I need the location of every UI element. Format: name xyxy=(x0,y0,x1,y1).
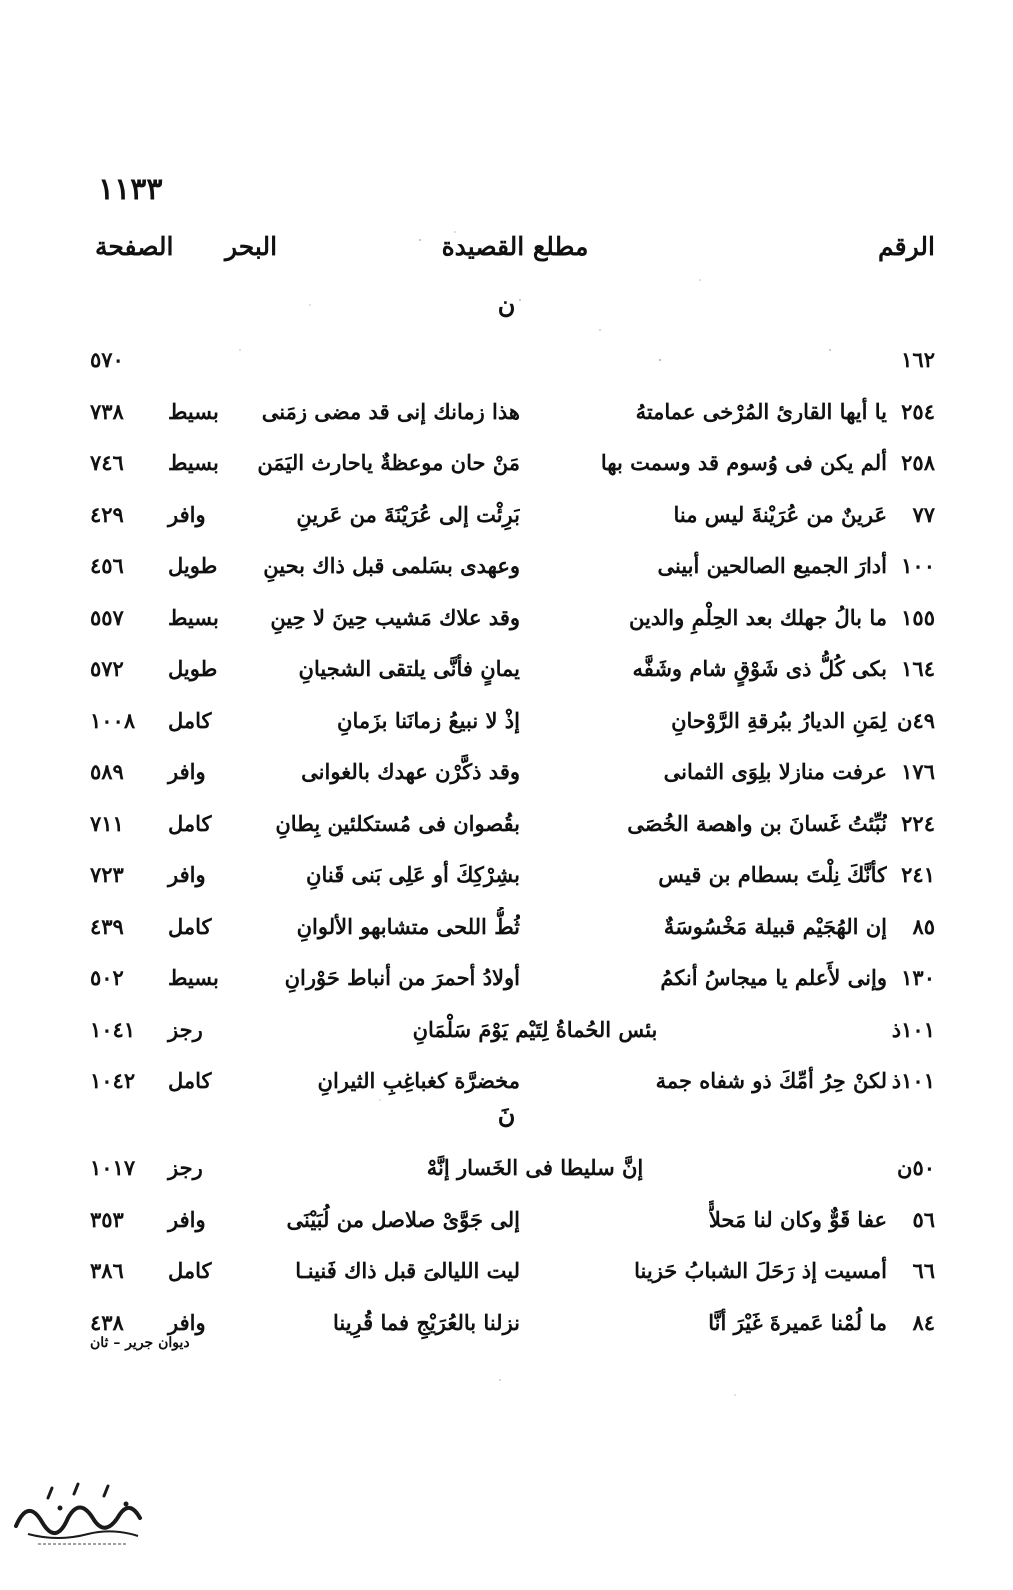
table-row xyxy=(90,1303,935,1355)
page-ref: ٧٤٦ xyxy=(90,450,124,475)
second-hemistich: بقُصوان فى مُستكلئين بِطانِ xyxy=(275,810,520,836)
first-hemistich: ما بالُ جهلك بعد الحِلْمِ والدين xyxy=(629,604,887,630)
first-hemistich: بكى كُلُّ ذى شَوْقٍ شام وشَفَّه xyxy=(632,656,887,681)
meter: كامل xyxy=(168,1068,212,1093)
poem-number: ٧٧ xyxy=(912,501,935,527)
page-ref: ١٠٤٢ xyxy=(90,1068,136,1093)
second-hemistich: وقد علاك مَشيب حِينَ لا حِينِ xyxy=(270,604,520,630)
page-number: ١١٣٣ xyxy=(98,172,163,207)
second-hemistich: بَرِئْت إلى عُرَيْنَةَ من عَرينِ xyxy=(296,501,520,527)
second-hemistich: مَنْ حان موعظةٌ ياحارث اليَمَن xyxy=(257,450,520,475)
page-ref: ٥٠٢ xyxy=(90,965,124,990)
meter: رجز xyxy=(168,1016,203,1042)
first-hemistich: إن الهُجَيْم قبيلة مَخْسُوسَةٌ xyxy=(663,913,887,939)
table-row xyxy=(90,1200,935,1252)
poem-number: ٨٤ xyxy=(912,1309,935,1335)
poem-number: ١٣٠ xyxy=(901,965,935,990)
page-ref: ٤٥٦ xyxy=(90,553,124,578)
poem-number: ٥٠ن xyxy=(897,1155,935,1180)
second-hemistich: وقد ذكَّرْن عهدك بالغوانى xyxy=(301,759,520,784)
library-stamp-logo xyxy=(8,1478,148,1550)
table-row xyxy=(90,752,935,804)
poem-number: ١٠١ذ xyxy=(891,1068,935,1093)
section-letter-nun: ن xyxy=(497,290,516,319)
first-hemistich: أدارَ الجميع الصالحين أبينى xyxy=(657,553,887,578)
poem-number: ١٠١ذ xyxy=(891,1016,935,1042)
first-hemistich: وإنى لأَعلم يا ميجاسُ أنكمُ xyxy=(660,965,887,990)
table-row xyxy=(90,907,935,959)
poem-number: ٤٩ن xyxy=(897,707,935,733)
second-hemistich: يمانٍ فأنَّى يلتقى الشجيانِ xyxy=(298,656,520,681)
second-hemistich: إذْ لا نبيعُ زمانَنا بزَمانِ xyxy=(337,707,520,733)
second-hemistich: وعهدى بسَلمى قبل ذاك بحينِ xyxy=(263,553,520,578)
second-hemistich: أولادُ أحمرَ من أنباط حَوْرانِ xyxy=(284,965,520,990)
header-verse: مطلع القصيدة xyxy=(441,232,589,261)
page-ref: ٤٣٩ xyxy=(90,913,124,939)
table-row xyxy=(90,958,935,1010)
poem-number: ١٦٤ xyxy=(901,656,935,681)
table-row xyxy=(90,804,935,856)
first-hemistich: ألم يكن فى وُسوم قد وسمت بها xyxy=(600,450,887,475)
table-row xyxy=(90,1251,935,1303)
page-ref: ٥٧٠ xyxy=(90,347,124,372)
single-verse: إنَّ سليطا فى الخَسار إنَّهْ xyxy=(426,1155,644,1180)
first-hemistich: لِمَنِ الديارُ ببُرقةِ الرَّوْحانِ xyxy=(671,707,887,733)
meter: وافر xyxy=(168,759,206,784)
poem-number: ٢٥٤ xyxy=(901,398,935,424)
second-hemistich: هذا زمانك إنى قد مضى زمَنى xyxy=(261,398,520,424)
second-hemistich: ليت الليالىَ قبل ذاك فَنينـا xyxy=(295,1258,520,1283)
header-number: الرقم xyxy=(878,232,935,261)
first-hemistich: يا أيها القارئ المُرْخى عمامتهُ xyxy=(635,398,887,424)
page-ref: ١٠١٧ xyxy=(90,1155,136,1180)
meter: وافر xyxy=(168,1309,206,1335)
poem-number: ١٥٥ xyxy=(901,604,935,630)
table-row xyxy=(90,649,935,701)
footer-note: ديوان جرير – ثان xyxy=(90,1335,190,1351)
meter: كامل xyxy=(168,913,212,939)
first-hemistich: نُبِّئتُ غَسانَ بن واهصة الخُصَى xyxy=(627,810,887,836)
poem-number: ١٧٦ xyxy=(901,759,935,784)
meter: بسيط xyxy=(168,965,219,990)
poem-number: ١٠٠ xyxy=(901,553,935,578)
first-hemistich: لكنْ حِرُ أمِّكَ ذو شفاه جمة xyxy=(655,1068,887,1093)
second-hemistich: إلى جَوَّىْ صلاصل من لُبَيْنَى xyxy=(286,1206,520,1232)
meter: كامل xyxy=(168,810,212,836)
first-hemistich: ما لُمْنا عَميرةَ غَيْرَ أنَّا xyxy=(708,1309,887,1335)
column-header xyxy=(95,232,935,272)
meter: وافر xyxy=(168,862,206,887)
second-hemistich: نزلنا بالعُرَيْجِ فما قُرِينا xyxy=(332,1309,520,1335)
meter: وافر xyxy=(168,1206,206,1232)
table-row xyxy=(90,1010,935,1062)
page-ref: ٤٣٨ xyxy=(90,1309,124,1335)
poem-number: ٢٥٨ xyxy=(901,450,935,475)
poem-number: ٦٦ xyxy=(912,1258,935,1283)
meter: طويل xyxy=(168,553,218,578)
section-nun-fatha-list xyxy=(90,1148,935,1354)
first-hemistich: كأنَّكَ نِلْتَ بسطام بن قيس xyxy=(658,862,887,887)
table-row xyxy=(90,701,935,753)
meter: رجز xyxy=(168,1155,203,1180)
header-meter: البحر xyxy=(225,232,278,261)
meter: كامل xyxy=(168,707,212,733)
table-row xyxy=(90,340,935,392)
poem-number: ٥٦ xyxy=(912,1206,935,1232)
page-ref: ٥٧٢ xyxy=(90,656,124,681)
section-letter-nun-fatha: نَ xyxy=(497,1100,516,1129)
page-ref: ١٠٠٨ xyxy=(90,707,136,733)
page-ref: ٥٨٩ xyxy=(90,759,124,784)
page-ref: ٣٨٦ xyxy=(90,1258,124,1283)
table-row xyxy=(90,546,935,598)
page-ref: ٤٢٩ xyxy=(90,501,124,527)
meter: بسيط xyxy=(168,604,219,630)
meter: بسيط xyxy=(168,398,219,424)
page-ref: ٧٢٣ xyxy=(90,862,124,887)
second-hemistich: ثُطُّ اللحى متشابهو الألوانِ xyxy=(296,913,520,939)
first-hemistich: أمسيت إذ رَحَلَ الشبابُ حَزينا xyxy=(634,1258,887,1283)
page-ref: ٧١١ xyxy=(90,810,124,836)
table-row xyxy=(90,855,935,907)
poem-number: ٨٥ xyxy=(912,913,935,939)
header-page: الصفحة xyxy=(95,232,174,261)
table-row xyxy=(90,392,935,444)
page-ref: ٣٥٣ xyxy=(90,1206,124,1232)
table-row xyxy=(90,1148,935,1200)
meter: كامل xyxy=(168,1258,212,1283)
single-verse: بئس الحُماةُ لِتَيْم يَوْمَ سَلْمَانِ xyxy=(412,1016,658,1042)
table-row xyxy=(90,443,935,495)
page-ref: ٧٣٨ xyxy=(90,398,124,424)
second-hemistich: بشِرْكِكَ أو عَلِى بَنى قَنانِ xyxy=(306,862,520,887)
page-ref: ١٠٤١ xyxy=(90,1016,136,1042)
poem-number: ٢٤١ xyxy=(901,862,935,887)
poem-number: ١٦٢ xyxy=(901,347,935,372)
poem-number: ٢٢٤ xyxy=(901,810,935,836)
table-row xyxy=(90,598,935,650)
first-hemistich: عرفت منازلا بلِوَى الثمانى xyxy=(663,759,887,784)
first-hemistich: عفا قَوٌّ وكان لنا مَحلاًّ xyxy=(708,1206,887,1232)
meter: بسيط xyxy=(168,450,219,475)
section-nun-list xyxy=(90,340,935,1113)
page-ref: ٥٥٧ xyxy=(90,604,124,630)
table-row xyxy=(90,495,935,547)
meter: وافر xyxy=(168,501,206,527)
meter: طويل xyxy=(168,656,218,681)
second-hemistich: مخضرَّة كغباغِبِ الثيرانِ xyxy=(317,1068,520,1093)
first-hemistich: عَرينٌ من عُرَيْنةَ ليس منا xyxy=(673,501,887,527)
